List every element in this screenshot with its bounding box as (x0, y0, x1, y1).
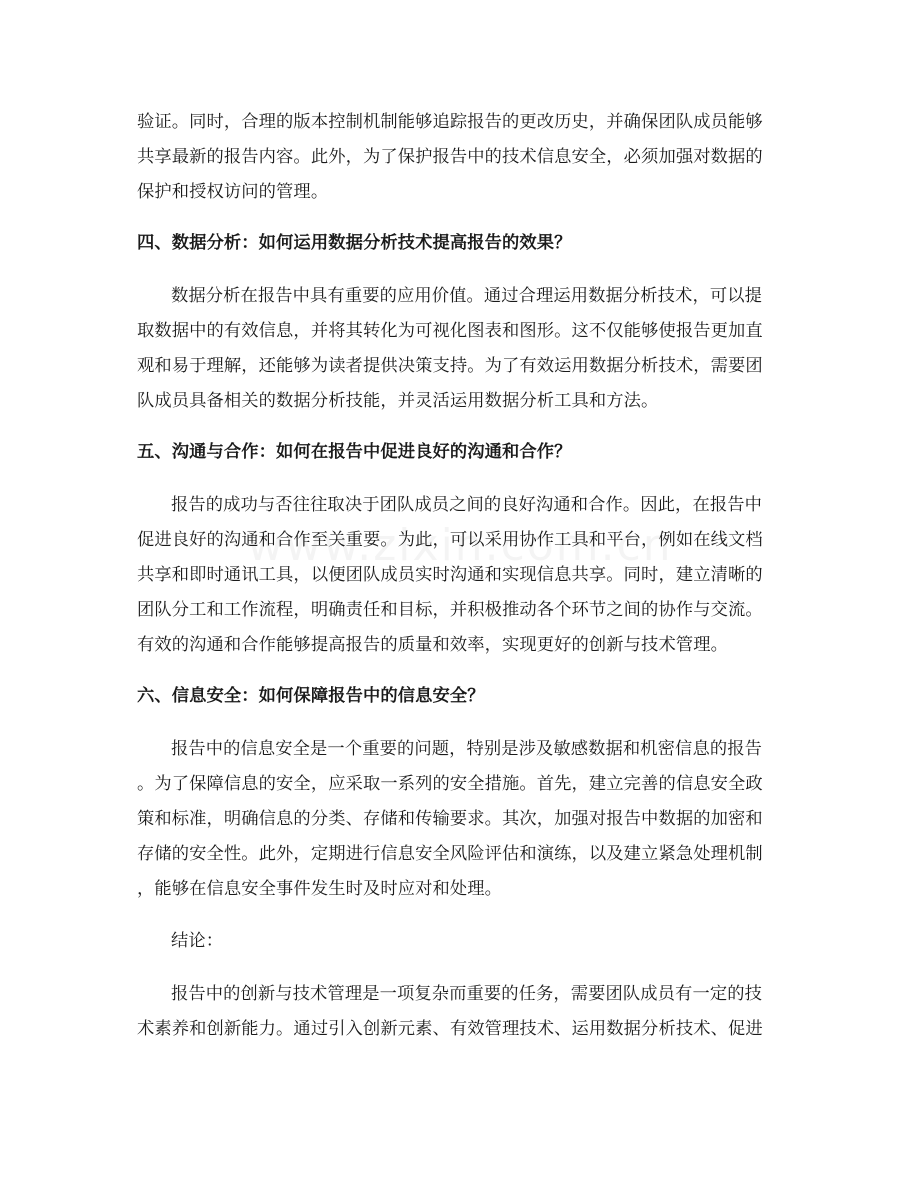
paragraph-line: 有效的沟通和合作能够提高报告的质量和效率，实现更好的创新与技术管理。 (137, 635, 728, 655)
paragraph-line: 促进良好的沟通和合作至关重要。为此，可以采用协作工具和平台，例如在线文档 (137, 530, 763, 550)
section-heading: 六、信息安全：如何保障报告中的信息安全？ (137, 686, 485, 706)
paragraph-line: 报告中的创新与技术管理是一项复杂而重要的任务，需要团队成员有一定的技 (171, 984, 762, 1004)
paragraph-line: ，能够在信息安全事件发生时及时应对和处理。 (137, 879, 503, 899)
paragraph-line: 术素养和创新能力。通过引入创新元素、有效管理技术、运用数据分析技术、促进 (137, 1019, 763, 1039)
paragraph-line: 观和易于理解，还能够为读者提供决策支持。为了有效运用数据分析技术，需要团 (137, 356, 763, 376)
paragraph-line: 团队分工和工作流程，明确责任和目标，并积极推动各个环节之间的协作与交流。 (137, 600, 763, 620)
paragraph-line: 验证。同时，合理的版本控制机制能够追踪报告的更改历史，并确保团队成员能够 (137, 112, 763, 132)
paragraph-line: 报告的成功与否往往取决于团队成员之间的良好沟通和合作。因此，在报告中 (171, 495, 762, 515)
paragraph-line: 取数据中的有效信息，并将其转化为可视化图表和图形。这不仅能够使报告更加直 (137, 321, 763, 341)
paragraph-line: 数据分析在报告中具有重要的应用价值。通过合理运用数据分析技术，可以提 (171, 286, 762, 306)
paragraph-line: 队成员具备相关的数据分析技能，并灵活运用数据分析工具和方法。 (137, 391, 659, 411)
paragraph-line: 。为了保障信息的安全，应采取一系列的安全措施。首先，建立完善的信息安全政 (137, 774, 763, 794)
section-heading: 四、数据分析：如何运用数据分析技术提高报告的效果？ (137, 233, 572, 253)
paragraph-line: 策和标准，明确信息的分类、存储和传输要求。其次，加强对报告中数据的加密和 (137, 809, 763, 829)
paragraph-line: 共享最新的报告内容。此外，为了保护报告中的技术信息安全，必须加强对数据的 (137, 147, 763, 167)
section-heading: 五、沟通与合作：如何在报告中促进良好的沟通和合作？ (137, 442, 572, 462)
conclusion-label: 结论： (171, 931, 224, 951)
paragraph-line: 报告中的信息安全是一个重要的问题，特别是涉及敏感数据和机密信息的报告 (171, 739, 762, 759)
paragraph-line: 保护和授权访问的管理。 (137, 182, 329, 202)
paragraph-line: 存储的安全性。此外，定期进行信息安全风险评估和演练，以及建立紧急处理机制 (137, 844, 763, 864)
paragraph-line: 共享和即时通讯工具，以便团队成员实时沟通和实现信息共享。同时，建立清晰的 (137, 565, 763, 585)
